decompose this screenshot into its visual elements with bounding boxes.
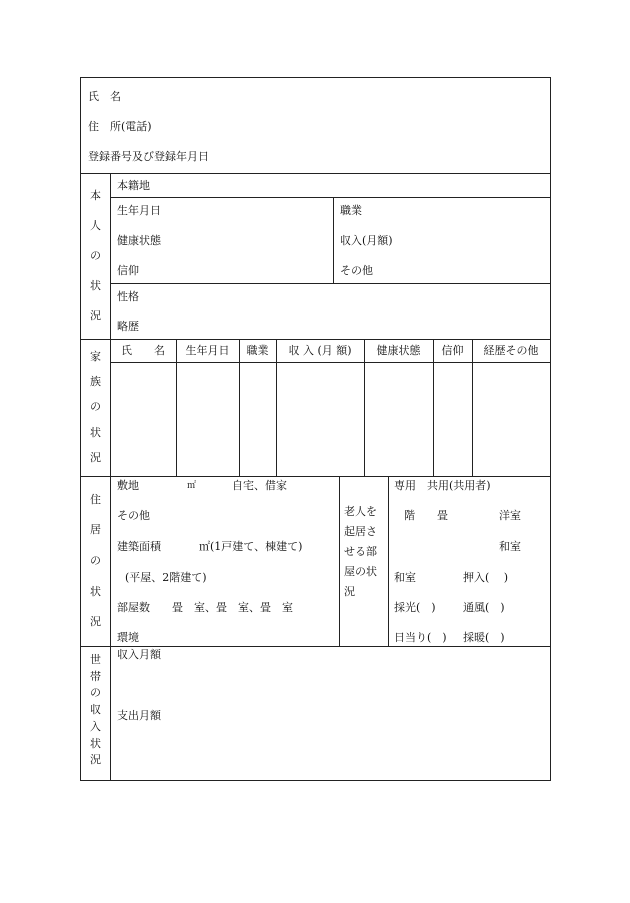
elder-room-line: 起居さ (344, 525, 377, 538)
household-side-char: 帯 (90, 669, 101, 683)
floor-area-label: 建築面積 (117, 540, 161, 553)
health-label: 健康状態 (117, 234, 161, 247)
family-col-occupation: 職業 (246, 344, 269, 357)
family-side-label (81, 339, 110, 476)
household-expense-label: 支出月額 (117, 709, 161, 722)
elder-room-line: 況 (344, 585, 355, 598)
household-side-char: 状 (90, 736, 101, 750)
usage-label: 専用 共用(共用者) (394, 479, 491, 492)
birthdate-label: 生年月日 (117, 204, 161, 217)
site-label: 敷地 (117, 479, 139, 492)
self-side-char: 況 (90, 309, 101, 322)
welfare-record-form (80, 77, 551, 781)
family-col-name: 氏 名 (121, 344, 165, 357)
japanese-room-label: 和室 (499, 540, 521, 553)
self-side-char: 状 (90, 279, 101, 292)
address-label: 住 所(電話) (88, 120, 152, 133)
housing-other-label: その他 (117, 509, 150, 522)
other-label: その他 (340, 264, 373, 277)
floor-area-note: ㎡(1戸建て、棟建て) (199, 540, 303, 553)
self-side-label (81, 173, 110, 339)
family-side-char: 況 (90, 450, 101, 464)
ownership-label: 自宅、借家 (232, 479, 287, 492)
housing-side-label (81, 476, 110, 646)
self-side-char: 人 (90, 219, 101, 232)
rule-self-mid (110, 283, 550, 284)
name-label: 氏 名 (88, 90, 121, 103)
rule-family-col-3 (276, 339, 277, 476)
household-side-char: の (90, 686, 101, 700)
household-side-char: 況 (90, 753, 101, 767)
family-side-char: の (90, 400, 101, 414)
stories-label: (平屋、2階建て) (125, 571, 207, 584)
rule-family-bottom (81, 476, 550, 477)
income-label: 収入(月額) (340, 234, 393, 247)
ventilation-label: 通風( ) (463, 601, 505, 614)
rooms-label: 部屋数 畳 室、畳 室、畳 室 (117, 601, 293, 614)
site-unit: ㎡ (187, 481, 197, 491)
household-side-char: 世 (90, 653, 101, 666)
floor-label: 階 畳 (404, 509, 448, 522)
rule-family-col-1 (176, 339, 177, 476)
personality-label: 性格 (117, 290, 139, 303)
registration-label: 登録番号及び登録年月日 (88, 150, 209, 163)
history-label: 略歴 (117, 320, 139, 333)
rule-side-column (110, 173, 111, 780)
western-room-label: 洋室 (499, 509, 521, 522)
rule-self-bottom (81, 339, 550, 340)
faith-label: 信仰 (117, 264, 139, 277)
closet-label: 押入( ) (463, 571, 509, 584)
housing-side-char: 住 (90, 492, 101, 506)
household-side-char: 収 (90, 703, 101, 717)
household-side-label (81, 652, 110, 769)
rule-family-col-4 (364, 339, 365, 476)
housing-side-char: 況 (90, 615, 101, 629)
family-col-birthdate: 生年月日 (185, 344, 230, 357)
elder-room-line: 屋の状 (344, 565, 377, 578)
sunlight-label: 日当り( ) (394, 631, 447, 644)
household-income-label: 収入月額 (117, 648, 161, 661)
rule-housing-bottom (81, 646, 550, 647)
self-side-char: 本 (90, 189, 101, 202)
rule-self-divider (333, 197, 334, 283)
elder-room-label (344, 502, 377, 602)
family-side-char: 家 (90, 350, 101, 364)
family-side-char: 族 (90, 375, 101, 389)
heating-label: 採暖( ) (463, 631, 505, 644)
japanese-room-label-2: 和室 (394, 571, 416, 584)
occupation-label: 職業 (340, 204, 362, 217)
self-side-char: の (90, 249, 101, 262)
rule-header-bottom (81, 173, 550, 174)
housing-side-char: 居 (90, 523, 101, 537)
environment-label: 環境 (117, 631, 139, 644)
family-col-faith: 信仰 (441, 344, 464, 357)
elder-room-line: 老人を (344, 505, 377, 518)
rule-family-col-5 (433, 339, 434, 476)
family-col-income: 収 入 (月 額) (288, 344, 352, 357)
honseki-label: 本籍地 (117, 179, 150, 192)
household-side-char: 入 (90, 719, 101, 733)
family-col-history: 経歴その他 (483, 344, 539, 357)
rule-honseki-bottom (110, 197, 550, 198)
family-side-char: 状 (90, 425, 101, 439)
housing-side-char: 状 (90, 584, 101, 598)
elder-room-line: せる部 (344, 545, 377, 558)
family-col-health: 健康状態 (376, 344, 421, 357)
rule-family-col-2 (239, 339, 240, 476)
lighting-label: 採光( ) (394, 601, 436, 614)
rule-housing-col-2 (388, 476, 389, 646)
rule-family-col-6 (472, 339, 473, 476)
rule-housing-col-1 (339, 476, 340, 646)
housing-side-char: の (90, 553, 101, 567)
